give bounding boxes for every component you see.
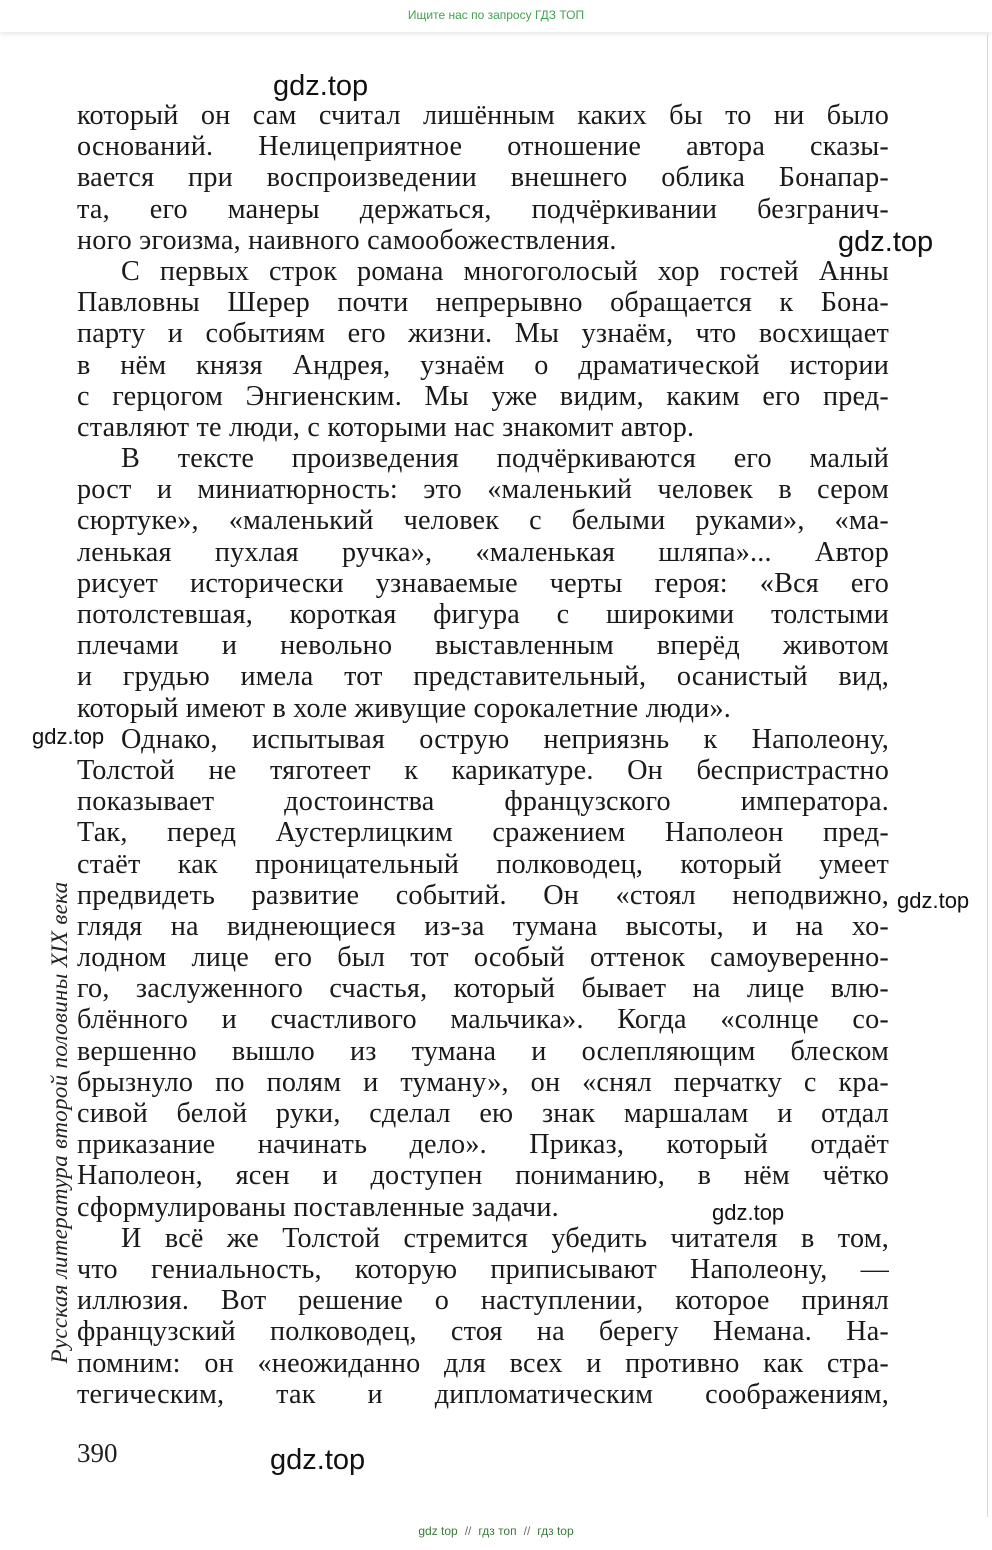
side-running-title: Русская литература второй половины XIX века (47, 881, 72, 1364)
bottom-links (0, 1524, 992, 1538)
text-line: Павловны Шерер почти непрерывно обращается к Бона- (77, 287, 889, 319)
text-line: который имеют в холе живущие сорокалетние люди». (77, 692, 732, 724)
text-line: что гениальность, которую приписывают Наполеону, — (77, 1253, 889, 1285)
text-line: вершенно вышло из тумана и ослепляющим блеском (77, 1035, 889, 1067)
text-line: Наполеон, ясен и доступен пониманию, в нём чётко (77, 1160, 889, 1192)
text-line: И всё же Толстой стремится убедить читателя в том, (121, 1222, 889, 1254)
text-line: лодном лице его был тот особый оттенок самоуверенно- (77, 942, 889, 974)
link-separator: // (523, 1524, 531, 1538)
text-line: Так, перед Аустерлицким сражением Наполеон пред- (77, 817, 889, 849)
text-line: го, заслуженного счастья, который бывает на лице влю- (77, 973, 889, 1005)
text-line: французский полководец, стоя на берегу Немана. На- (77, 1316, 889, 1348)
text-line: тегическим, так и дипломатическим соображениям, (77, 1378, 889, 1410)
text-line: ленькая пухлая ручка», «маленькая шляпа»... Автор (77, 536, 889, 568)
text-line: с герцогом Энгиенским. Мы уже видим, каким его пред- (77, 380, 889, 412)
text-line: сформулированы поставленные задачи. (77, 1191, 559, 1223)
link-separator: // (464, 1524, 472, 1538)
text-line: иллюзия. Вот решение о наступлении, которое принял (77, 1285, 889, 1317)
watermark: gdz.top (712, 1200, 785, 1225)
top-banner (0, 0, 992, 32)
text-line: брызнуло по полям и туману», он «снял перчатку с кра- (77, 1066, 889, 1098)
bottom-link[interactable]: гдз top (537, 1524, 574, 1538)
text-line: С первых строк романа многоголосый хор гостей Анны (121, 255, 889, 287)
watermark: gdz.top (897, 888, 970, 913)
page-edge-line (987, 34, 988, 1517)
text-line: приказание начинать дело». Приказ, который отдаёт (77, 1129, 889, 1161)
watermark: gdz.top (273, 70, 369, 102)
text-line: глядя на виднеющиеся из-за тумана высоты, и на хо- (77, 910, 889, 942)
text-line: Толстой не тяготеет к карикатуре. Он беспристрастно (77, 754, 889, 786)
text-line: В тексте произведения подчёркиваются его малый (121, 443, 889, 475)
text-line: в нём князя Андрея, узнаём о драматической истории (77, 349, 889, 381)
text-line: ставляют те люди, с которыми нас знакомит автор. (77, 411, 695, 443)
page-number: 390 (77, 1438, 118, 1468)
watermark: gdz.top (838, 226, 934, 258)
watermark: gdz.top (270, 1444, 366, 1476)
text-line: оснований. Нелицеприятное отношение автора сказы- (77, 131, 889, 163)
text-line: рост и миниатюрность: это «маленький человек в сером (77, 474, 889, 506)
text-line: ного эгоизма, наивного самообожествления. (77, 224, 617, 256)
text-line: показывает достоинства французского императора. (77, 786, 889, 818)
text-line: сивой белой руки, сделал ею знак маршалам и отдал (77, 1098, 889, 1129)
text-line: плечами и невольно выставленным вперёд животом (77, 630, 889, 662)
text-line: Однако, испытывая острую неприязнь к Наполеону, (121, 723, 889, 755)
text-line: стаёт как проницательный полководец, который умеет (77, 848, 889, 880)
text-line: парту и событиям его жизни. Мы узнаём, что восхищает (77, 318, 889, 350)
watermark: gdz.top (32, 724, 105, 749)
text-line: рисует исторически узнаваемые черты героя: «Вся его (77, 567, 889, 599)
text-line: который он сам считал лишённым каких бы то ни было (77, 100, 889, 131)
text-line: помним: он «неожиданно для всех и противно как стра- (77, 1347, 889, 1379)
text-line: блённого и счастливого мальчика». Когда «солнце со- (77, 1004, 889, 1036)
text-line: потолстевшая, короткая фигура с широкими толстыми (77, 599, 889, 630)
top-banner-text[interactable]: Ищите нас по запросу ГДЗ ТОП (407, 8, 585, 22)
text-line: и грудью имела тот представительный, осанистый вид, (77, 661, 889, 693)
bottom-link[interactable]: gdz top (418, 1524, 458, 1538)
text-line: та, его манеры держаться, подчёркивании безгранич- (77, 193, 889, 225)
text-line: сюртуке», «маленький человек с белыми руками», «ма- (77, 505, 889, 537)
text-line: вается при воспроизведении внешнего облика Бонапар- (77, 162, 889, 194)
text-line: предвидеть развитие событий. Он «стоял неподвижно, (77, 879, 889, 911)
bottom-link[interactable]: гдз топ (478, 1524, 517, 1538)
